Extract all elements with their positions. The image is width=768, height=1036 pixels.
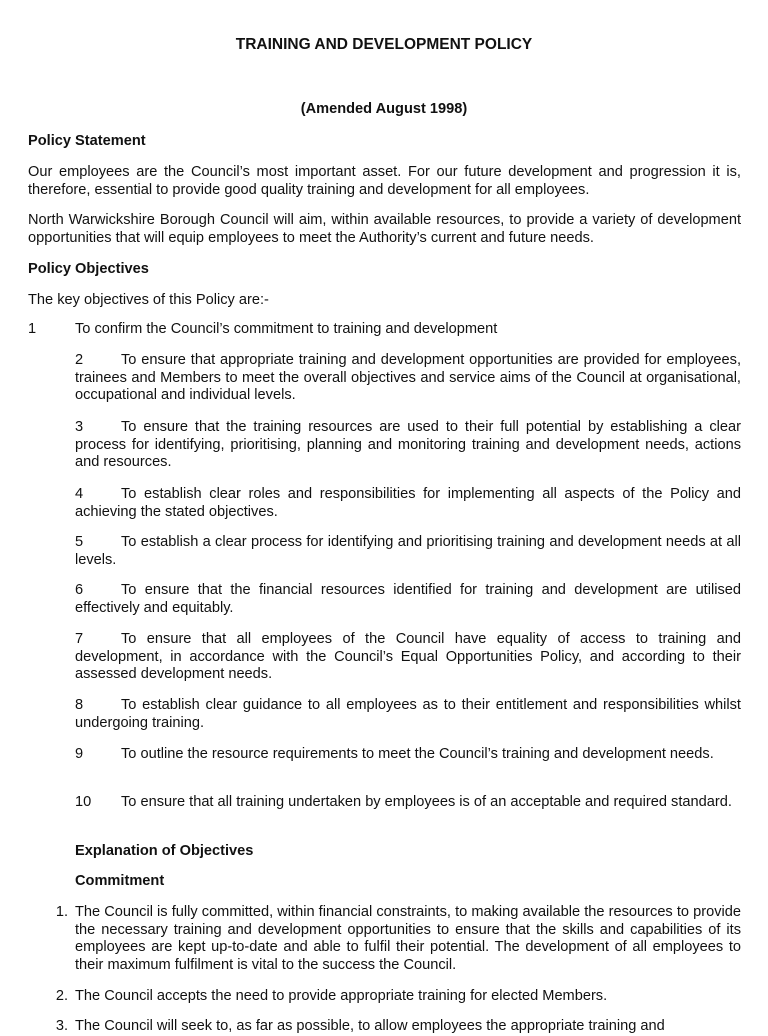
objective-item: [75, 582, 741, 617]
policy-statement-heading: Policy Statement: [28, 133, 146, 149]
commitment-heading: Commitment: [75, 873, 165, 889]
objective-item: [75, 631, 741, 684]
objective-number: 4: [75, 486, 84, 502]
policy-objectives-heading: Policy Objectives: [28, 261, 149, 277]
amended-note: (Amended August 1998): [300, 101, 468, 117]
list-number: 2.: [55, 988, 68, 1004]
statement-paragraph-1: Our employees are the Council’s most important asset. For our future development and progression it is, therefore, essential to provide good quality training and development for all employees.: [28, 164, 741, 198]
list-number: 3.: [55, 1018, 68, 1034]
objective-number: 5: [75, 534, 84, 550]
objective-item: [75, 794, 741, 812]
objective-item: [75, 534, 741, 569]
document-title: TRAINING AND DEVELOPMENT POLICY: [235, 36, 533, 53]
list-number: 1.: [55, 904, 68, 920]
objective-text: To outline the resource requirements to meet the Council’s training and development needs.: [121, 746, 714, 762]
objective-text: To establish clear roles and responsibilities for implementing all aspects of the Policy and achieving the stated objectives.: [75, 486, 741, 520]
commitment-item: [55, 988, 741, 1006]
list-text: The Council is fully committed, within financial constraints, to making available the resources to provide the necessary training and development opportunities to ensure that the skills and capabilities of its employees are kept up-to-date and able to fulfil their potential. The development of all employees to their maximum fulfilment is vital to the success the Council.: [75, 904, 741, 973]
objective-number: 2: [75, 352, 84, 368]
objective-number: 7: [75, 631, 84, 647]
list-text: The Council will seek to, as far as possible, to allow employees the appropriate training and: [75, 1018, 665, 1034]
commitment-item: [55, 904, 741, 974]
objective-text: To ensure that the financial resources identified for training and development are utilised effectively and equitably.: [75, 582, 741, 616]
objective-text: To ensure that the training resources are used to their full potential by establishing a clear process for identifying, prioritising, planning and monitoring training and development needs, actions and resources.: [75, 419, 741, 471]
objective-item: [75, 697, 741, 732]
objective-number: 3: [75, 419, 84, 435]
objective-item: [75, 419, 741, 472]
objective-number: 1: [28, 321, 37, 337]
objectives-intro: The key objectives of this Policy are:-: [28, 292, 269, 308]
objective-item: [75, 486, 741, 521]
objective-number: 6: [75, 582, 84, 598]
objective-text: To ensure that all training undertaken by employees is of an acceptable and required standard.: [121, 794, 732, 810]
objective-text: To establish a clear process for identifying and prioritising training and development needs at all levels.: [75, 534, 741, 568]
objective-number: 8: [75, 697, 84, 713]
objective-number: 10: [75, 794, 92, 810]
list-text: The Council accepts the need to provide appropriate training for elected Members.: [75, 988, 608, 1004]
explanation-heading: Explanation of Objectives: [75, 843, 254, 859]
statement-paragraph-2: North Warwickshire Borough Council will aim, within available resources, to provide a variety of development opportunities that will equip employees to meet the Authority’s current and future needs.: [28, 212, 741, 246]
objective-text: To ensure that appropriate training and development opportunities are provided for employees, trainees and Members to meet the overall objectives and service aims of the Council at organisational, occupational and individual levels.: [75, 352, 741, 404]
commitment-item: [55, 1018, 741, 1036]
objective-text: To confirm the Council’s commitment to training and development: [75, 321, 498, 337]
objective-item: [75, 352, 741, 405]
objective-text: To ensure that all employees of the Council have equality of access to training and development, in accordance with the Council’s Equal Opportunities Policy, and according to their assessed development needs.: [75, 631, 741, 683]
objective-item: [75, 746, 741, 764]
objective-number: 9: [75, 746, 84, 762]
objective-text: To establish clear guidance to all employees as to their entitlement and responsibilities whilst undergoing training.: [75, 697, 741, 731]
